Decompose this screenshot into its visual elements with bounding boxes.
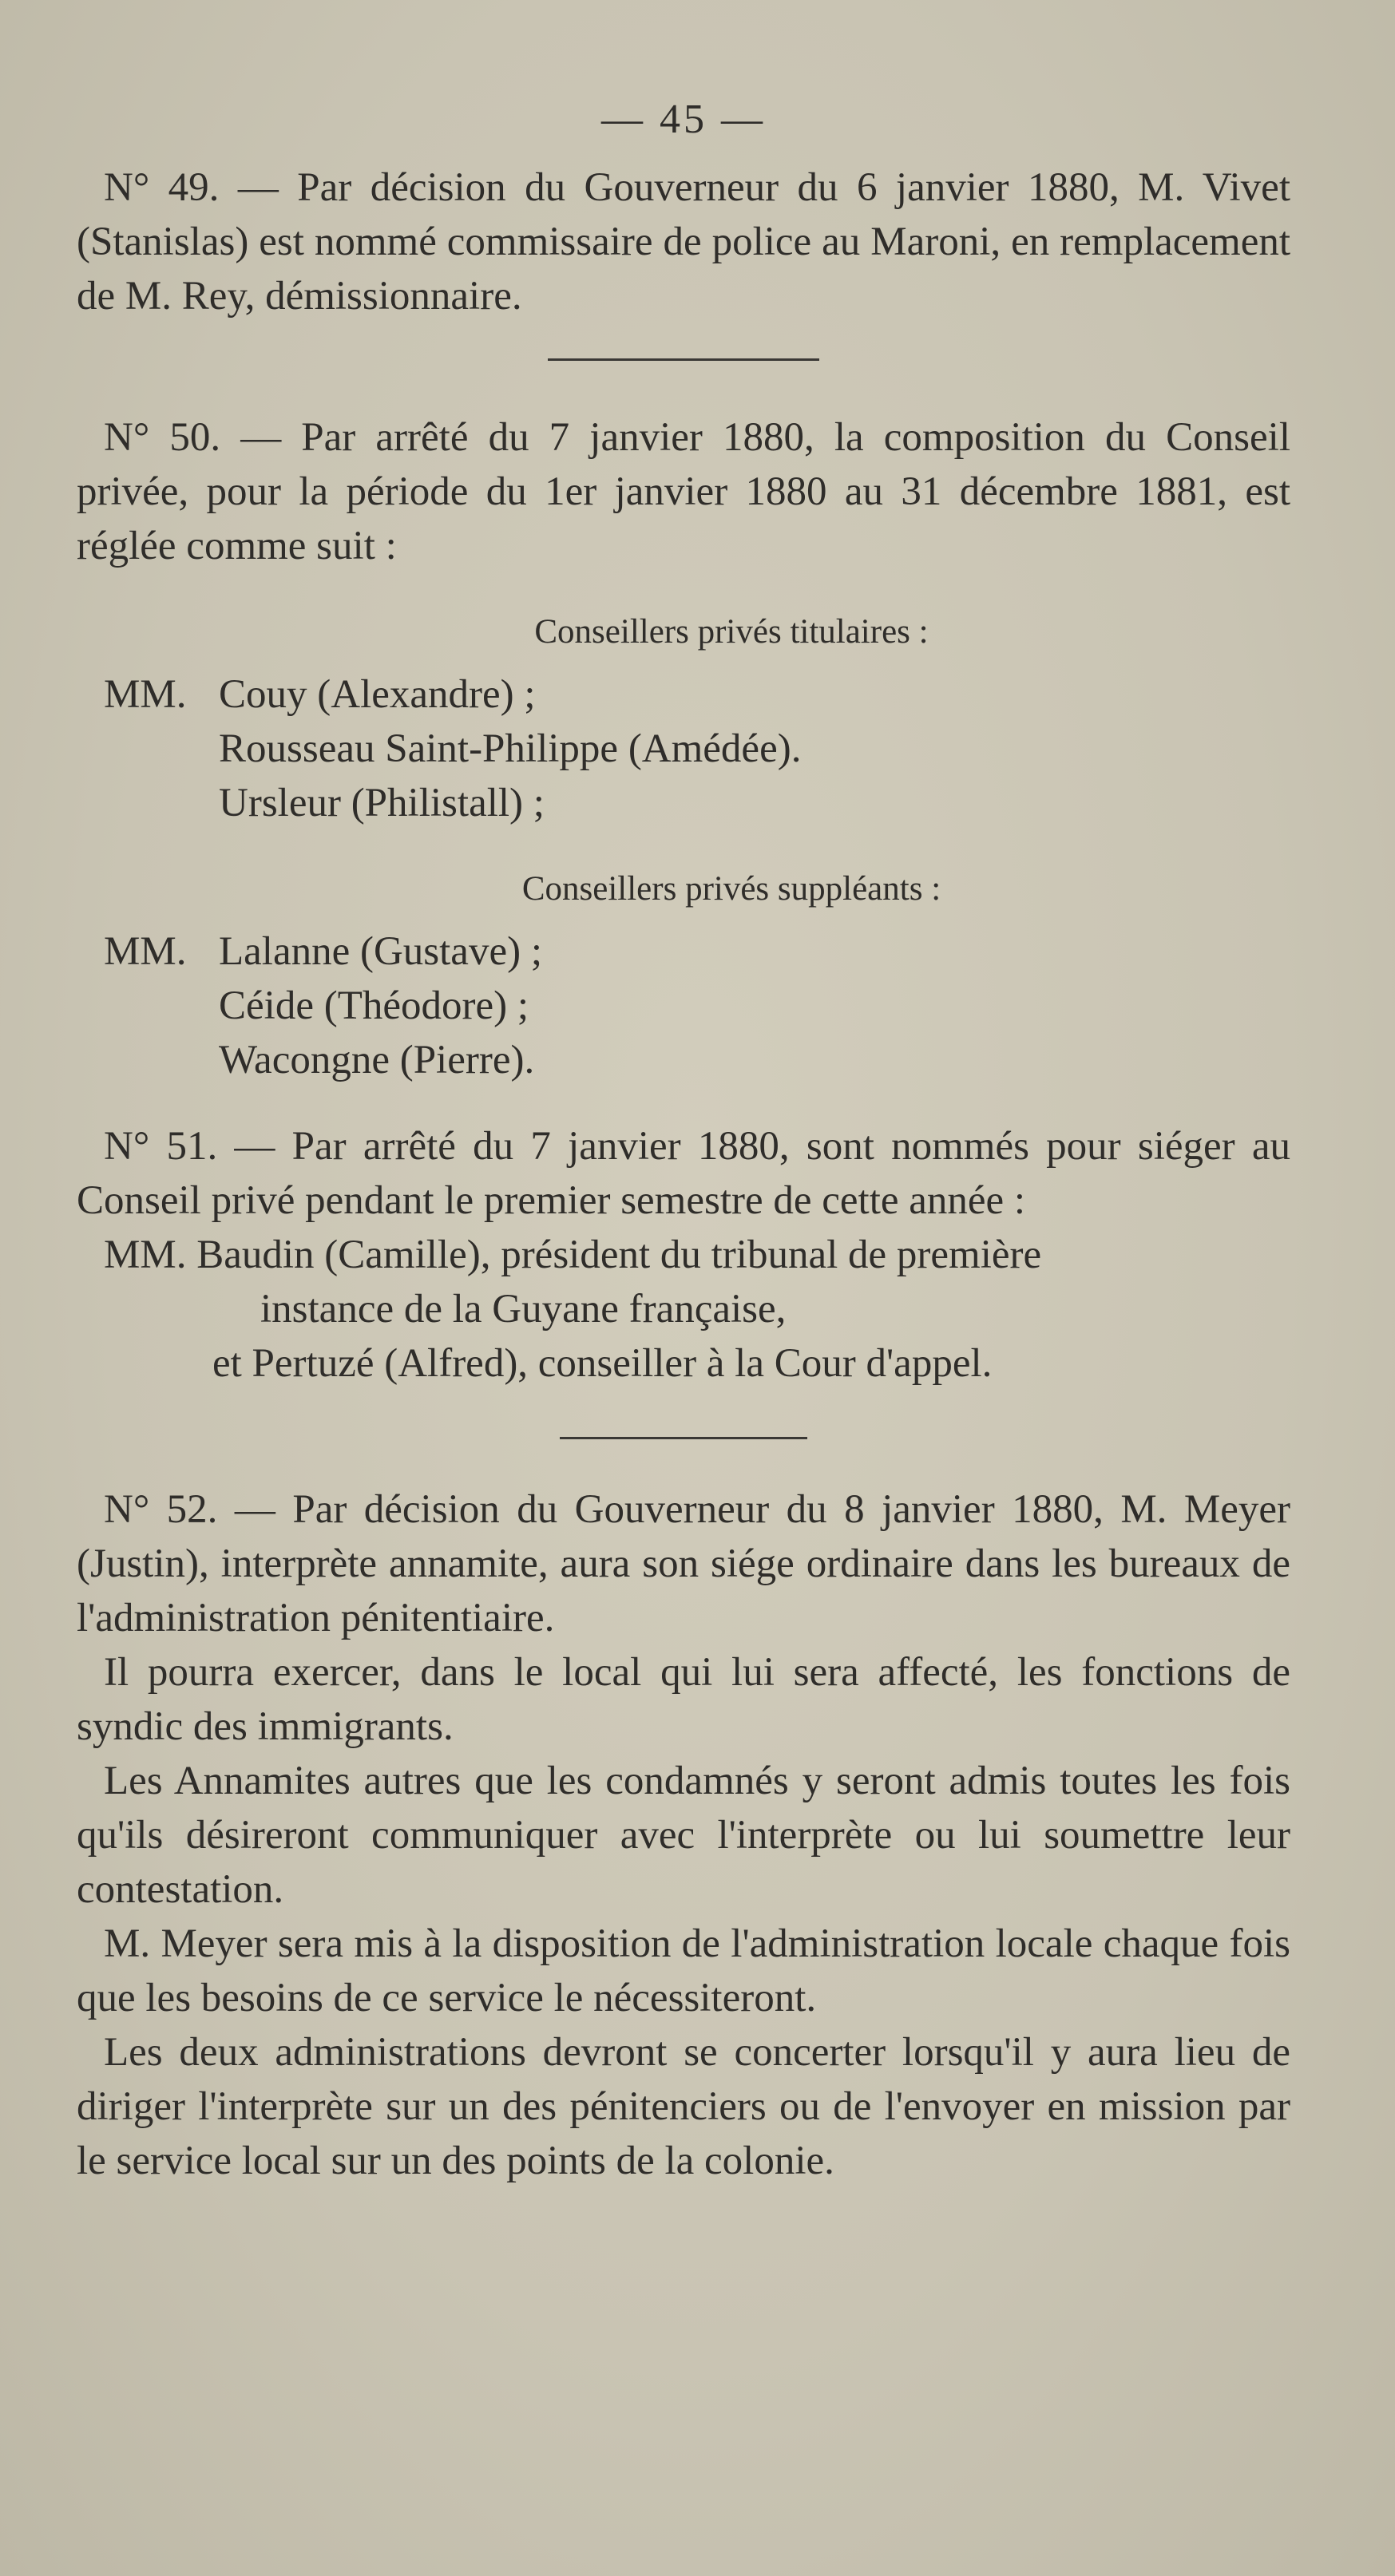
paragraph-no-50-intro: N° 50. — Par arrêté du 7 janvier 1880, la composition du Conseil privée, pour la période du 1er janvier 1880 au 31 décembre 1881, est réglée comme suit : <box>77 415 1290 568</box>
list-item <box>77 722 1290 776</box>
paragraph: Il pourra exercer, dans le local qui lui sera affecté, les fonctions de syndic des immigrants. <box>77 1650 1290 1749</box>
list-item <box>77 667 1290 722</box>
page-number: — 45 — <box>601 97 766 142</box>
section-divider <box>560 1437 807 1439</box>
paragraph: Les deux administrations devront se concerter lorsqu'il y aura lieu de diriger l'interprète sur un des pénitenciers ou de l'envoyer en mission par le service local sur un des points de la colonie. <box>77 2030 1290 2183</box>
member-name: Rousseau Saint-Philippe (Amédée). <box>219 726 802 771</box>
list-item <box>77 776 1290 830</box>
mm-prefix: MM. <box>104 672 187 717</box>
list-item <box>77 979 1290 1033</box>
paragraph-no-51-line2: instance de la Guyane française, <box>260 1287 787 1332</box>
paragraph-no-49: N° 49. — Par décision du Gouverneur du 6 janvier 1880, M. Vivet (Stanislas) est nommé commissaire de police au Maroni, en remplacement de M. Rey, démissionnaire. <box>77 165 1290 319</box>
titulaires-heading: Conseillers privés titulaires : <box>534 613 929 651</box>
paragraph-no-51-line3: et Pertuzé (Alfred), conseiller à la Cour d'appel. <box>212 1341 993 1386</box>
list-item <box>77 1033 1290 1087</box>
paragraph: M. Meyer sera mis à la disposition de l'administration locale chaque fois que les besoins de ce service le nécessiteront. <box>77 1921 1290 2020</box>
titulaires-list <box>77 667 1290 830</box>
mm-prefix: MM. <box>104 929 187 974</box>
suppleants-list <box>77 924 1290 1087</box>
member-name: Lalanne (Gustave) ; <box>219 929 542 974</box>
suppleants-heading: Conseillers privés suppléants : <box>521 870 941 908</box>
paragraph-no-52: N° 52. — Par décision du Gouverneur du 8 janvier 1880, M. Meyer (Justin), interprète annamite, aura son siége ordinaire dans les bureaux de l'administration pénitentiaire. <box>77 1487 1290 1640</box>
section-no-51 <box>77 1119 1290 1391</box>
paragraph-no-51-line1: MM. Baudin (Camille), président du tribunal de première <box>104 1233 1042 1277</box>
member-name: Couy (Alexandre) ; <box>219 672 536 717</box>
list-item <box>77 924 1290 979</box>
paragraph: Les Annamites autres que les condamnés y seront admis toutes les fois qu'ils désireront communiquer avec l'interprète ou lui soumettre leur contestation. <box>77 1759 1290 1912</box>
paragraph-no-51-intro: N° 51. — Par arrêté du 7 janvier 1880, sont nommés pour siéger au Conseil privé pendant le premier semestre de cette année : <box>77 1124 1290 1223</box>
section-divider <box>548 358 819 361</box>
page-content <box>77 96 1290 2188</box>
member-name: Céide (Théodore) ; <box>219 983 529 1028</box>
member-name: Ursleur (Philistall) ; <box>219 781 545 825</box>
member-name: Wacongne (Pierre). <box>219 1038 535 1082</box>
